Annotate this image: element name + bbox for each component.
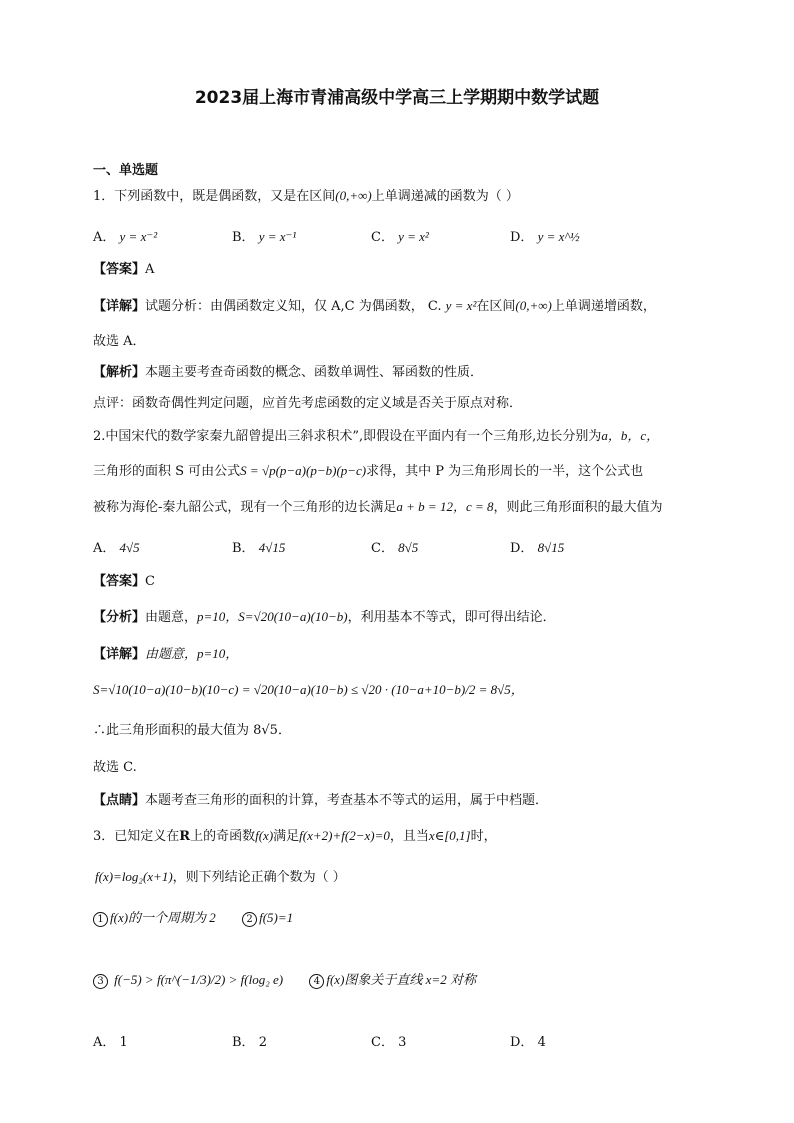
q1-stem-b: 上单调递减的函数为（ ） bbox=[371, 189, 519, 204]
answer-tag: 【答案】 bbox=[93, 262, 146, 277]
q1-analysis bbox=[93, 365, 483, 381]
q1-comment: 点评：函数奇偶性判定问题，应首先考虑函数的定义域是否关于原点对称． bbox=[93, 396, 523, 411]
option-expr: 3 bbox=[398, 1035, 407, 1050]
q3-l2-expr: f(x)=log₂(x+1) bbox=[95, 869, 173, 884]
q2-line3 bbox=[93, 499, 663, 516]
q2-fenxi-a: 由题意， bbox=[145, 610, 198, 625]
circled-two-icon: 2 bbox=[242, 912, 257, 927]
q2-dianjing-text: 本题考查三角形的面积的计算，考查基本不等式的运用，属于中档题． bbox=[145, 793, 549, 808]
analysis-tag: 【解析】 bbox=[93, 365, 146, 380]
q2-fenxi-expr: p=10，S=√20(10−a)(10−b) bbox=[197, 609, 348, 624]
q3-l1-dom: x∈[0,1] bbox=[428, 828, 471, 843]
q1-stem bbox=[93, 188, 519, 205]
option-expr: y = x⁻² bbox=[119, 229, 158, 244]
option-label: A． bbox=[93, 230, 116, 245]
answer-tag: 【答案】 bbox=[93, 574, 146, 589]
q2-option-d bbox=[510, 537, 564, 556]
section-heading: 一、单选题 bbox=[93, 163, 159, 178]
option-expr: 8√5 bbox=[398, 540, 419, 555]
q2-line1-text: 2.中国宋代的数学家秦九韶曾提出三斜求积术”,即假设在平面内有一个三角形,边长分别为 bbox=[93, 429, 602, 444]
q3-l2-b: ，则下列结论正确个数为（ ） bbox=[172, 870, 346, 885]
q3-statements-3-4 bbox=[93, 972, 476, 989]
q3-s4: f(x)图象关于直线 x=2 对称 bbox=[326, 972, 476, 987]
q1-analysis-text: 本题主要考查奇函数的概念、函数单调性、幂函数的性质． bbox=[145, 365, 484, 380]
q3-l1-b: 上的奇函数 bbox=[190, 829, 256, 844]
q1-detail-expr: y = x² bbox=[445, 298, 477, 313]
option-expr: 1 bbox=[119, 1035, 128, 1050]
q2-detail-formula: S=√10(10−a)(10−b)(10−c) = √20(10−a)(10−b) ≤ √20 · (10−a+10−b)/2 = 8√5， bbox=[93, 682, 524, 697]
option-label: C． bbox=[371, 1035, 394, 1050]
q3-l1-c: 满足 bbox=[273, 829, 300, 844]
q3-line2 bbox=[95, 869, 346, 886]
option-expr: 4√5 bbox=[119, 540, 140, 555]
q1-answer bbox=[93, 262, 154, 278]
option-expr: y = x⁻¹ bbox=[258, 229, 297, 244]
q1-option-c bbox=[371, 226, 429, 245]
q2-choose: 故选 C. bbox=[93, 760, 137, 775]
q2-option-b bbox=[232, 537, 285, 556]
q2-detail-a: 由题意，p=10， bbox=[145, 646, 239, 661]
q2-fenxi bbox=[93, 609, 556, 626]
q3-l1-e: 时， bbox=[470, 829, 497, 844]
q3-l1-d: ，且当 bbox=[389, 829, 429, 844]
q1-option-d bbox=[510, 226, 580, 245]
q3-l1-a: 3．已知定义在 bbox=[93, 829, 180, 844]
option-expr: 2 bbox=[258, 1035, 267, 1050]
q3-option-d bbox=[510, 1031, 546, 1050]
option-expr: 8√15 bbox=[537, 540, 565, 555]
q2-line3-a: 被称为海伦-秦九韶公式，现有一个三角形的边长满足 bbox=[93, 500, 397, 515]
q2-fenxi-b: ，利用基本不等式，即可得出结论． bbox=[347, 610, 556, 625]
detail-tag: 【详解】 bbox=[93, 647, 146, 662]
q3-s2: f(5)=1 bbox=[259, 910, 294, 925]
q3-s1: f(x)的一个周期为 2 bbox=[110, 910, 216, 925]
option-label: D． bbox=[510, 1035, 534, 1050]
q1-stem-a: 1．下列函数中，既是偶函数，又是在区间 bbox=[93, 189, 336, 204]
q2-line1-vars: a，b，c， bbox=[601, 428, 660, 443]
q3-statements-1-2 bbox=[93, 910, 293, 927]
q3-l1-R: R bbox=[179, 829, 191, 844]
q3-option-a bbox=[93, 1031, 128, 1050]
q1-detail bbox=[93, 298, 656, 315]
fenxi-tag: 【分析】 bbox=[93, 610, 146, 625]
dianjing-tag: 【点睛】 bbox=[93, 793, 146, 808]
option-label: D． bbox=[510, 230, 534, 245]
q2-line2-b: 求得，其中 P 为三角形周长的一半，这个公式也 bbox=[366, 464, 644, 479]
q2-dianjing bbox=[93, 793, 548, 809]
q1-detail-c: 上单调递增函数， bbox=[551, 299, 656, 314]
q3-l1-eq: f(x+2)+f(2−x)=0 bbox=[299, 828, 390, 843]
q1-interval: (0,+∞) bbox=[335, 188, 372, 203]
q2-answer bbox=[93, 574, 155, 590]
option-label: D． bbox=[510, 541, 534, 556]
q1-answer-value: A bbox=[145, 262, 155, 277]
circled-one-icon: 1 bbox=[93, 912, 108, 927]
q2-detail bbox=[93, 646, 238, 663]
option-expr: y = x² bbox=[398, 229, 429, 244]
q3-line1 bbox=[93, 828, 497, 845]
option-expr: 4 bbox=[537, 1035, 546, 1050]
option-label: C． bbox=[371, 541, 394, 556]
option-label: B． bbox=[232, 1035, 255, 1050]
q3-s3: f(−5) > f(π^(−1/3)/2) > f(log₂ e) bbox=[114, 972, 284, 987]
q2-line2 bbox=[93, 463, 643, 480]
q2-formula: S = √p(p−a)(p−b)(p−c) bbox=[240, 463, 367, 478]
q1-detail-b: 在区间 bbox=[476, 299, 516, 314]
option-label: A． bbox=[93, 541, 116, 556]
q2-line1 bbox=[93, 428, 659, 445]
q1-detail-choose: 故选 A． bbox=[93, 334, 146, 349]
detail-tag: 【详解】 bbox=[93, 299, 146, 314]
page-title: 2023届上海市青浦高级中学高三上学期期中数学试题 bbox=[194, 88, 600, 108]
q2-line3-b: ，则此三角形面积的最大值为 bbox=[493, 500, 663, 515]
q1-option-b bbox=[232, 226, 296, 245]
option-label: A． bbox=[93, 1035, 116, 1050]
option-label: B． bbox=[232, 230, 255, 245]
q2-option-a bbox=[93, 537, 140, 556]
option-expr: y = x^½ bbox=[537, 229, 580, 244]
option-expr: 4√15 bbox=[258, 540, 286, 555]
q3-l1-f: f(x) bbox=[255, 828, 274, 843]
option-label: B． bbox=[232, 541, 255, 556]
q3-option-b bbox=[232, 1031, 267, 1050]
circled-three-icon: 3 bbox=[93, 974, 108, 989]
q1-detail-interval: (0,+∞) bbox=[515, 298, 552, 313]
circled-four-icon: 4 bbox=[309, 974, 324, 989]
q2-line2-a: 三角形的面积 S 可由公式 bbox=[93, 464, 241, 479]
option-label: C． bbox=[371, 230, 394, 245]
q3-option-c bbox=[371, 1031, 406, 1050]
q2-answer-value: C bbox=[145, 574, 155, 589]
q1-option-a bbox=[93, 226, 157, 245]
q2-conclusion: ∴此三角形面积的最大值为 8√5． bbox=[93, 723, 291, 738]
q1-detail-a: 试题分析：由偶函数定义知，仅 A,C 为偶函数， C. bbox=[145, 299, 442, 314]
q2-condition: a + b = 12，c = 8 bbox=[396, 499, 494, 514]
q2-option-c bbox=[371, 537, 418, 556]
